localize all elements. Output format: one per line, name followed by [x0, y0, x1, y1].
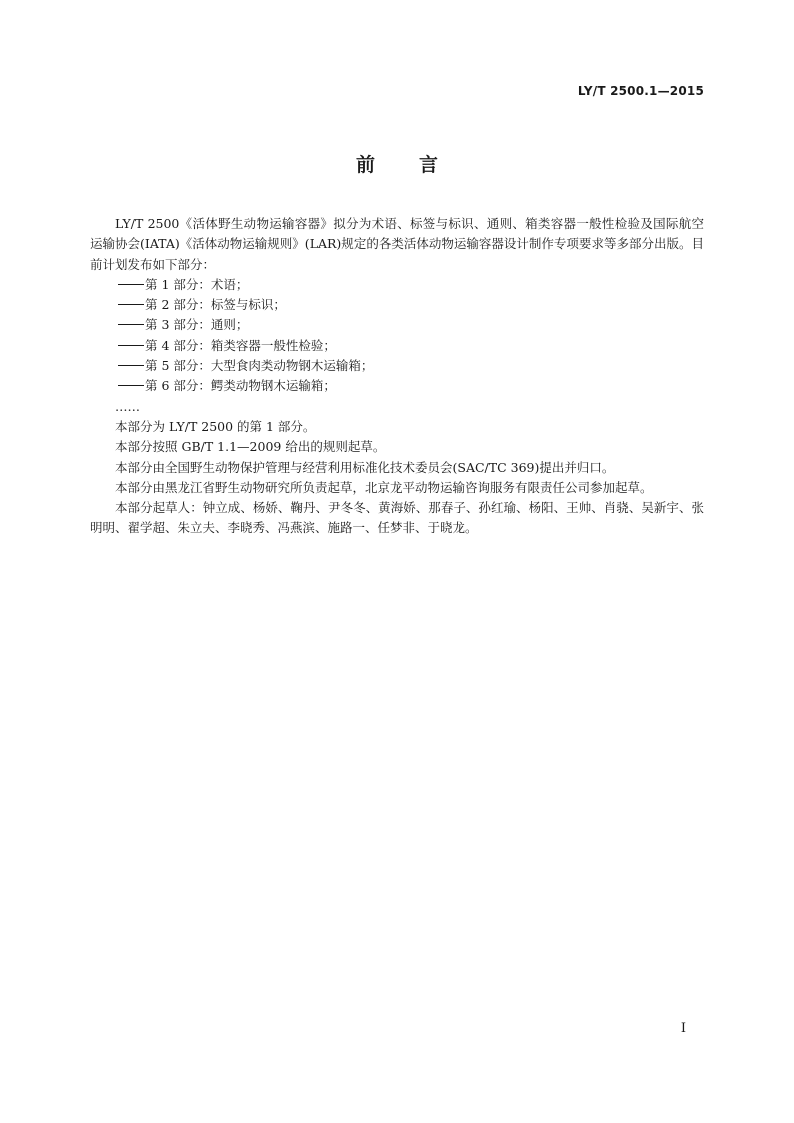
statement-proposer: 本部分由全国野生动物保护管理与经营利用标准化技术委员会(SAC/TC 369)提出并归口。 [115, 459, 615, 475]
list-ellipsis: …… [115, 398, 140, 414]
page-title [0, 150, 794, 177]
part-list-item [90, 356, 704, 376]
em-dash [118, 365, 144, 366]
document-code: LY/T 2500.1—2015 [577, 84, 704, 98]
statement-drafting-units: 本部分由黑龙江省野生动物研究所负责起草，北京龙平动物运输咨询服务有限责任公司参加起草。 [115, 479, 653, 495]
part-list-item [90, 376, 704, 396]
em-dash [118, 385, 144, 386]
part-label: 第 5 部分：大型食肉类动物钢木运输箱； [145, 358, 374, 374]
part-list-item [90, 315, 704, 335]
statement-part-scope: 本部分为 LY/T 2500 的第 1 部分。 [115, 418, 316, 434]
statement-drafting-rules: 本部分按照 GB/T 1.1—2009 给出的规则起草。 [115, 439, 386, 455]
intro-paragraph: LY/T 2500《活体野生动物运输容器》拟分为术语、标签与标识、通则、箱类容器一般性检验及国际航空运输协会(IATA)《活体动物运输规则》(LAR)规定的各类活体动物运输容器设计制作专项要求等多部分出版。目前计划发布如下部分： [90, 216, 704, 272]
part-label: 第 3 部分：通则； [145, 317, 249, 333]
part-list-item [90, 275, 704, 295]
em-dash [118, 324, 144, 325]
part-label: 第 6 部分：鳄类动物钢木运输箱； [145, 378, 336, 394]
statement-drafters: 本部分起草人：钟立成、杨娇、鞠丹、尹冬冬、黄海娇、那春子、孙红瑜、杨阳、王帅、肖骁、吴新宇、张明明、翟学超、朱立夫、李晓秀、冯燕滨、施路一、任梦非、于晓龙。 [90, 500, 704, 536]
title-char-2: 言 [419, 154, 439, 176]
page-number: I [680, 1021, 686, 1036]
part-list-item [90, 336, 704, 356]
part-label: 第 2 部分：标签与标识； [145, 297, 286, 313]
em-dash [118, 284, 144, 285]
part-list-item [90, 295, 704, 315]
em-dash [118, 304, 144, 305]
part-label: 第 1 部分：术语； [145, 276, 249, 292]
title-char-1: 前 [355, 154, 375, 176]
part-label: 第 4 部分：箱类容器一般性检验； [145, 337, 336, 353]
em-dash [118, 345, 144, 346]
foreword-body [90, 214, 704, 539]
